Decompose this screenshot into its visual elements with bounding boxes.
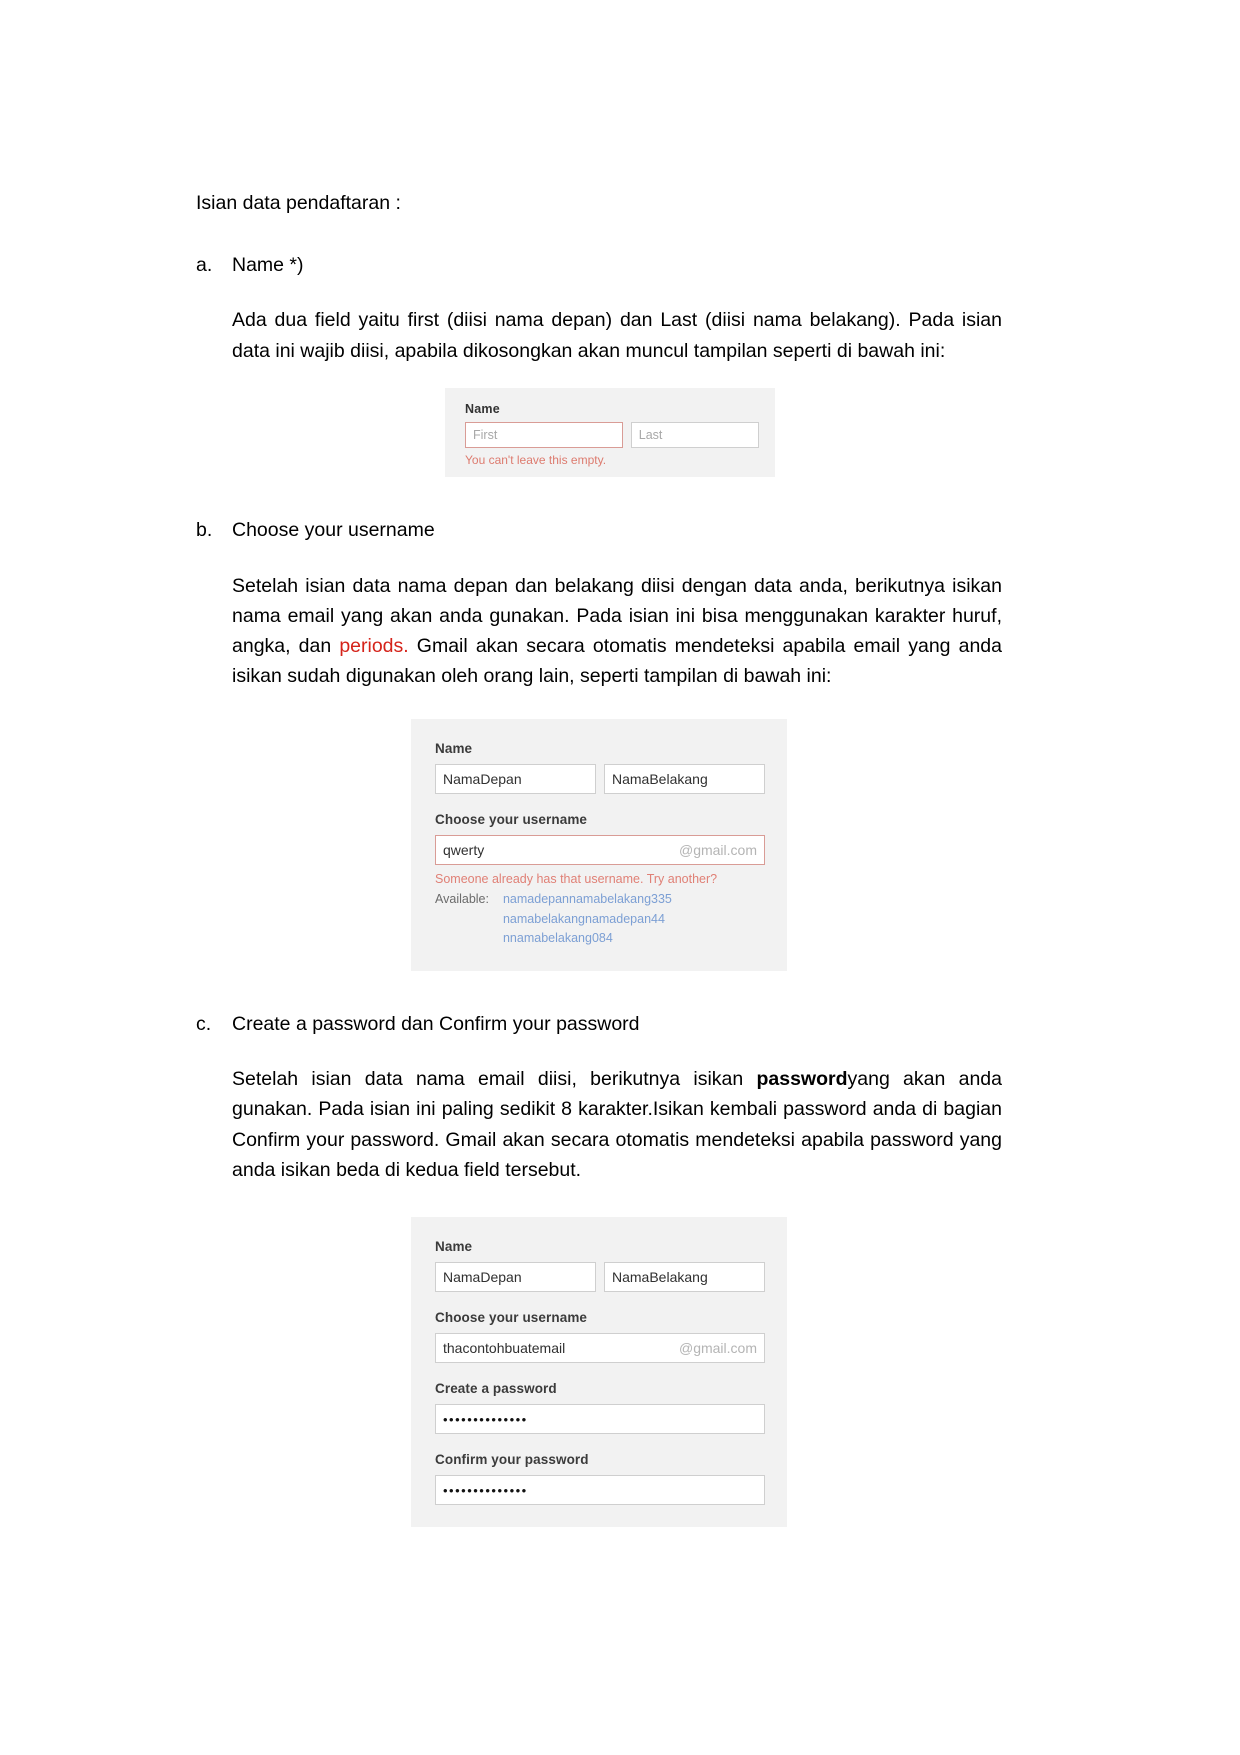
section-b-body — [232, 571, 1002, 692]
create-password-input[interactable] — [435, 1404, 765, 1434]
section-b-title: Choose your username — [232, 518, 435, 541]
name-label: Name — [435, 1239, 473, 1255]
confirm-password-value: •••••••••••••• — [443, 1482, 528, 1498]
username-error-message: Someone already has that username. Try another? — [435, 872, 718, 887]
username-value: qwerty — [443, 842, 485, 859]
section-b-highlight: periods. — [339, 634, 409, 657]
username-value: thacontohbuatemail — [443, 1340, 566, 1357]
suggestion-item[interactable]: namabelakangnamadepan44 — [502, 911, 665, 926]
gmail-form-username-taken — [411, 719, 787, 970]
username-domain-suffix: @gmail.com — [678, 842, 757, 859]
first-name-value: NamaDepan — [443, 1269, 522, 1286]
confirm-password-input[interactable] — [435, 1475, 765, 1505]
name-label: Name — [435, 741, 473, 757]
section-b-heading — [196, 517, 1002, 545]
first-name-value: NamaDepan — [443, 771, 522, 788]
available-label: Available: — [435, 892, 489, 907]
username-label: Choose your username — [435, 1310, 588, 1326]
section-c-body-part1: Setelah isian data nama email diisi, berikutnya isikan — [232, 1068, 757, 1091]
screenshot-a-wrapper — [196, 388, 1002, 477]
first-name-input[interactable] — [435, 764, 596, 794]
section-c-bold: password — [756, 1068, 848, 1091]
gmail-form-name-error — [445, 388, 775, 477]
last-name-value: NamaBelakang — [612, 771, 708, 788]
suggestion-line-2 — [503, 912, 679, 945]
section-b-body-part1: Setelah isian data nama depan dan belakang diisi dengan data anda, berikutnya isikan nama email yang akan anda gunakan. Pada isian ini bisa menggunakan karakter huruf, angka, dan — [232, 574, 1002, 657]
section-b-body-part2: Gmail akan secara otomatis mendeteksi apabila email yang anda isikan sudah digunakan oleh orang lain, seperti tampilan di bawah ini: — [232, 634, 1002, 688]
first-name-input[interactable] — [465, 422, 623, 448]
create-password-label: Create a password — [435, 1381, 557, 1397]
last-name-placeholder: Last — [638, 427, 663, 442]
section-a-title: Name *) — [232, 253, 304, 276]
last-name-input[interactable] — [604, 1262, 765, 1292]
section-c-marker: c. — [196, 1012, 212, 1035]
username-input[interactable] — [435, 1333, 765, 1363]
username-input[interactable] — [435, 835, 765, 865]
username-domain-suffix: @gmail.com — [678, 1340, 757, 1357]
screenshot-c-wrapper — [196, 1217, 1002, 1527]
section-c-body — [232, 1064, 1002, 1185]
suggestion-item[interactable]: namadepannamabelakang335 — [502, 892, 672, 907]
confirm-password-label: Confirm your password — [435, 1452, 589, 1468]
section-a-body: Ada dua field yaitu first (diisi nama depan) dan Last (diisi nama belakang). Pada isian data ini wajib diisi, apabila dikosongkan akan muncul tampilan seperti di bawah ini: — [232, 309, 1002, 362]
gmail-form-password — [411, 1217, 787, 1527]
name-label: Name — [465, 401, 500, 416]
section-a-marker: a. — [196, 253, 213, 276]
section-c-body-part2: yang akan anda gunakan. Pada isian ini paling sedikit 8 karakter.Isikan kembali password anda di bagian Confirm your password. Gmail akan secara otomatis mendeteksi apabila password yang anda isikan beda di kedua field tersebut. — [232, 1068, 1002, 1181]
first-name-input[interactable] — [435, 1262, 596, 1292]
name-error-message: You can't leave this empty. — [465, 452, 607, 467]
screenshot-b-wrapper — [196, 719, 1002, 970]
section-a-heading — [196, 252, 1002, 280]
name-fields-row — [465, 422, 759, 448]
intro-line: Isian data pendaftaran : — [196, 192, 401, 214]
suggestion-line-1 — [503, 892, 686, 906]
name-fields-row — [435, 764, 765, 794]
username-suggestions — [435, 890, 765, 948]
create-password-value: •••••••••••••• — [443, 1411, 528, 1427]
last-name-value: NamaBelakang — [612, 1269, 708, 1286]
first-name-placeholder: First — [473, 427, 498, 442]
suggestion-item[interactable]: nnamabelakang084 — [502, 931, 613, 946]
section-b-marker: b. — [196, 518, 213, 541]
last-name-input[interactable] — [631, 422, 759, 448]
username-label: Choose your username — [435, 812, 588, 828]
section-c-heading — [196, 1011, 1002, 1039]
suggestion-list — [503, 890, 765, 948]
last-name-input[interactable] — [604, 764, 765, 794]
section-c-title: Create a password dan Confirm your password — [232, 1012, 640, 1035]
name-fields-row — [435, 1262, 765, 1292]
